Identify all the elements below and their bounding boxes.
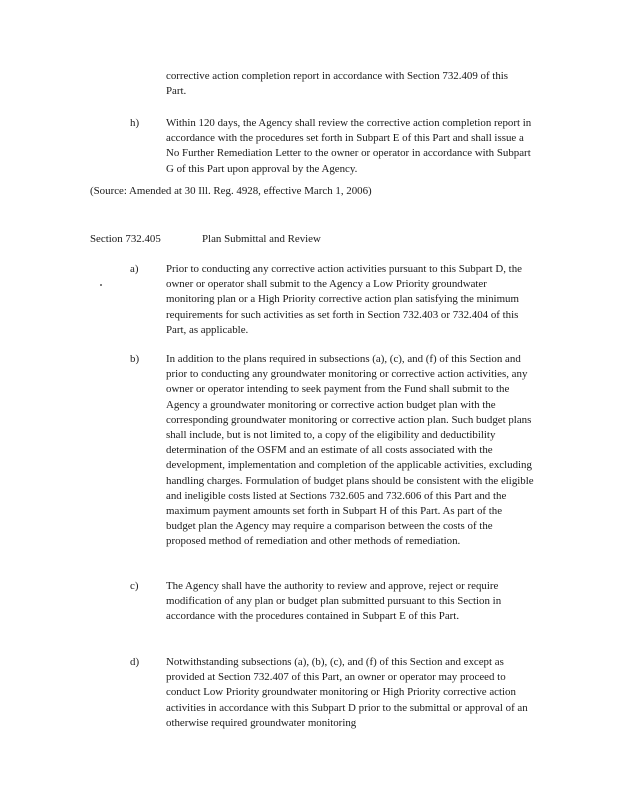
item-c-text: The Agency shall have the authority to review and approve, reject or require modification of any plan or budget plan submitted pursuant to this Section in accordance with the procedures contained in Subpart E of this Part.: [166, 580, 502, 623]
item-h-label: h): [130, 117, 140, 129]
item-h-text: Within 120 days, the Agency shall review the corrective action completion report in accordance with the procedures set forth in Subpart E of this Part and shall issue a No Further Remediation Letter to the owner or operator in accordance with Subpart G of this Part upon approval by the Agency.: [166, 117, 532, 175]
continuation-paragraph: corrective action completion report in accordance with Section 732.409 of this Part.: [166, 70, 509, 98]
section-title: Plan Submittal and Review: [202, 233, 321, 245]
source-note: (Source: Amended at 30 Ill. Reg. 4928, effective March 1, 2006): [90, 185, 372, 197]
item-a-text: Prior to conducting any corrective action activities pursuant to this Subpart D, the owner or operator shall submit to the Agency a Low Priority groundwater monitoring plan or a High Priority corrective action plan satisfying the minimum requirements for such activities as set forth in Section 732.403 or 732.404 of this Part, as applicable.: [166, 263, 522, 336]
item-a-label: a): [130, 263, 139, 275]
item-c-label: c): [130, 580, 139, 592]
stray-mark: [100, 284, 102, 286]
item-b-label: b): [130, 353, 140, 365]
item-d-label: d): [130, 656, 140, 668]
item-b-text: In addition to the plans required in subsections (a), (c), and (f) of this Section and prior to conducting any groundwater monitoring or corrective action activities, any owner or operator intending to seek payment from the Fund shall submit to the Agency a groundwater monitoring or corrective action budget plan with the corresponding groundwater monitoring or corrective action plan. Such budget plans shall include, but is not limited to, a copy of the eligibility and deductibility determination of the OSFM and an estimate of all costs associated with the development, implementation and completion of the applicable activities, excluding handling charges. Formulation of budget plans should be consistent with the eligible and ineligible costs listed at Sections 732.605 and 732.606 of this Part and the maximum payment amounts set forth in Subpart H of this Part. As part of the budget plan the Agency may require a comparison between the costs of the proposed method of remediation and other methods of remediation.: [166, 353, 534, 548]
item-d-text: Notwithstanding subsections (a), (b), (c), and (f) of this Section and except as provided at Section 732.407 of this Part, an owner or operator may proceed to conduct Low Priority groundwater monitoring or High Priority corrective action activities in accordance with this Subpart D prior to the submittal or approval of an otherwise required groundwater monitoring: [166, 656, 528, 729]
section-number: Section 732.405: [90, 233, 161, 245]
